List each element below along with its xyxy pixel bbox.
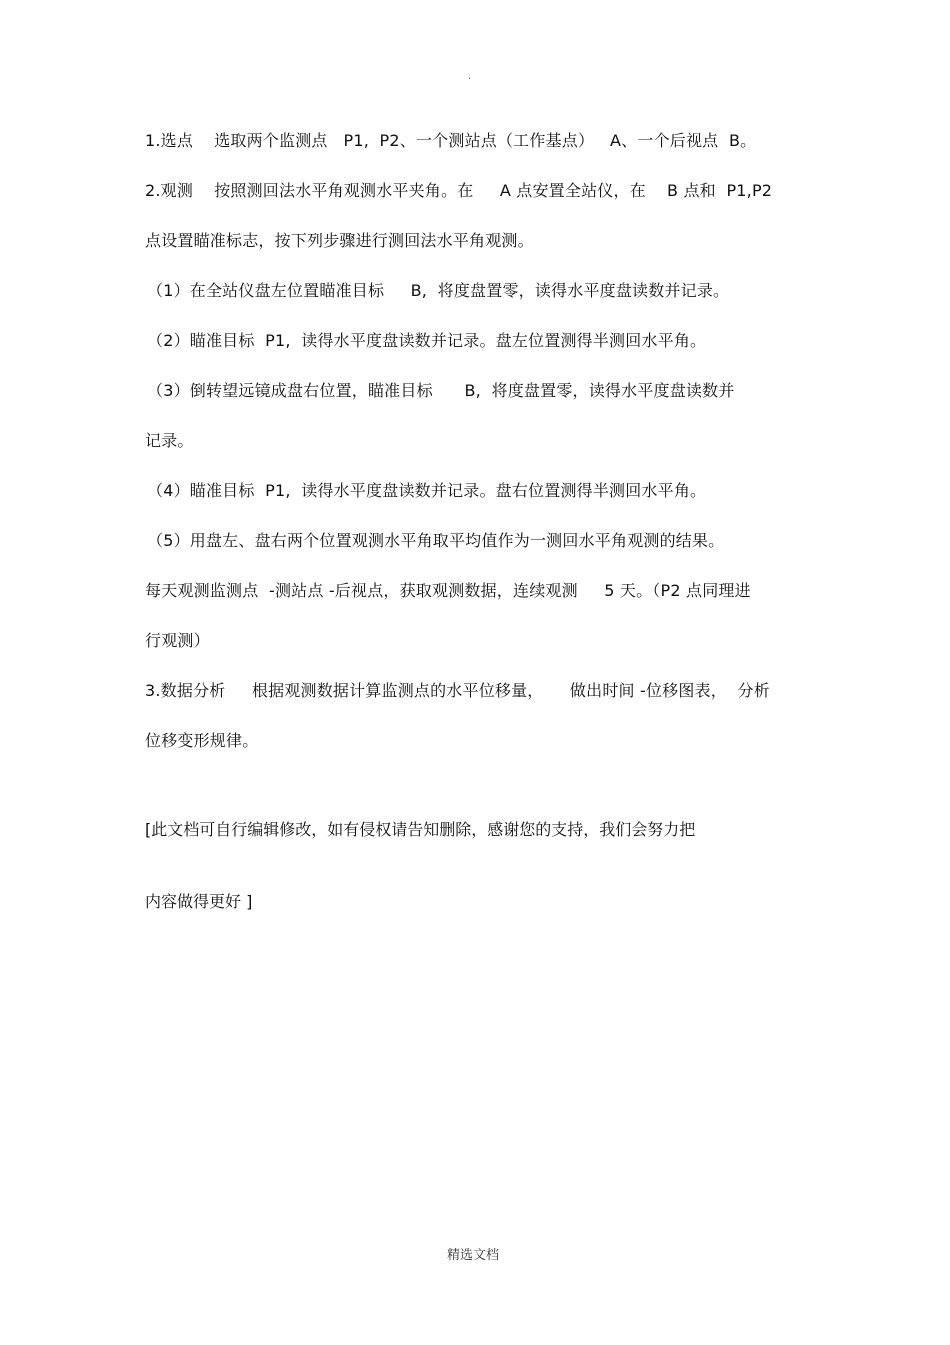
substep-5: （5）用盘左、盘右两个位置观测水平角取平均值作为一测回水平角观测的结果。: [147, 531, 725, 550]
substep-1: （1）在全站仪盘左位置瞄准目标 B, 将度盘置零，读得水平度盘读数并记录。: [147, 281, 730, 300]
edit-notice-line-2: 内容做得更好 ]: [145, 892, 253, 911]
footer-label: 精选文档: [447, 1248, 500, 1263]
daily-observation-continued: 行观测）: [145, 631, 210, 650]
substep-3-continued: 记录。: [145, 431, 194, 450]
daily-observation: 每天观测监测点 -测站点 -后视点，获取观测数据，连续观测 5 天。（P2 点同理进: [145, 581, 751, 600]
header-mark: .: [468, 71, 472, 82]
step-data-analysis: 3.数据分析 根据观测数据计算监测点的水平位移量， 做出时间 -位移图表， 分析: [145, 681, 770, 700]
step-data-analysis-continued: 位移变形规律。: [145, 731, 259, 750]
edit-notice-line-1: [此文档可自行编辑修改，如有侵权请告知删除，感谢您的支持，我们会努力把: [145, 820, 696, 839]
edit-notice: [145, 770, 695, 962]
step-select-points: 1.选点 选取两个监测点 P1, P2、一个测站点（工作基点） A、一个后视点 B。: [145, 131, 757, 150]
step-observe: 2.观测 按照测回法水平角观测水平夹角。在 A 点安置全站仪，在 B 点和 P1,P2: [145, 181, 773, 200]
substep-3: （3）倒转望远镜成盘右位置，瞄准目标 B, 将度盘置零，读得水平度盘读数并: [147, 381, 735, 400]
substep-4: （4）瞄准目标 P1, 读得水平度盘读数并记录。盘右位置测得半测回水平角。: [147, 481, 707, 500]
substep-2: （2）瞄准目标 P1, 读得水平度盘读数并记录。盘左位置测得半测回水平角。: [147, 331, 707, 350]
step-observe-continued: 点设置瞄准标志，按下列步骤进行测回法水平角观测。: [145, 231, 534, 250]
